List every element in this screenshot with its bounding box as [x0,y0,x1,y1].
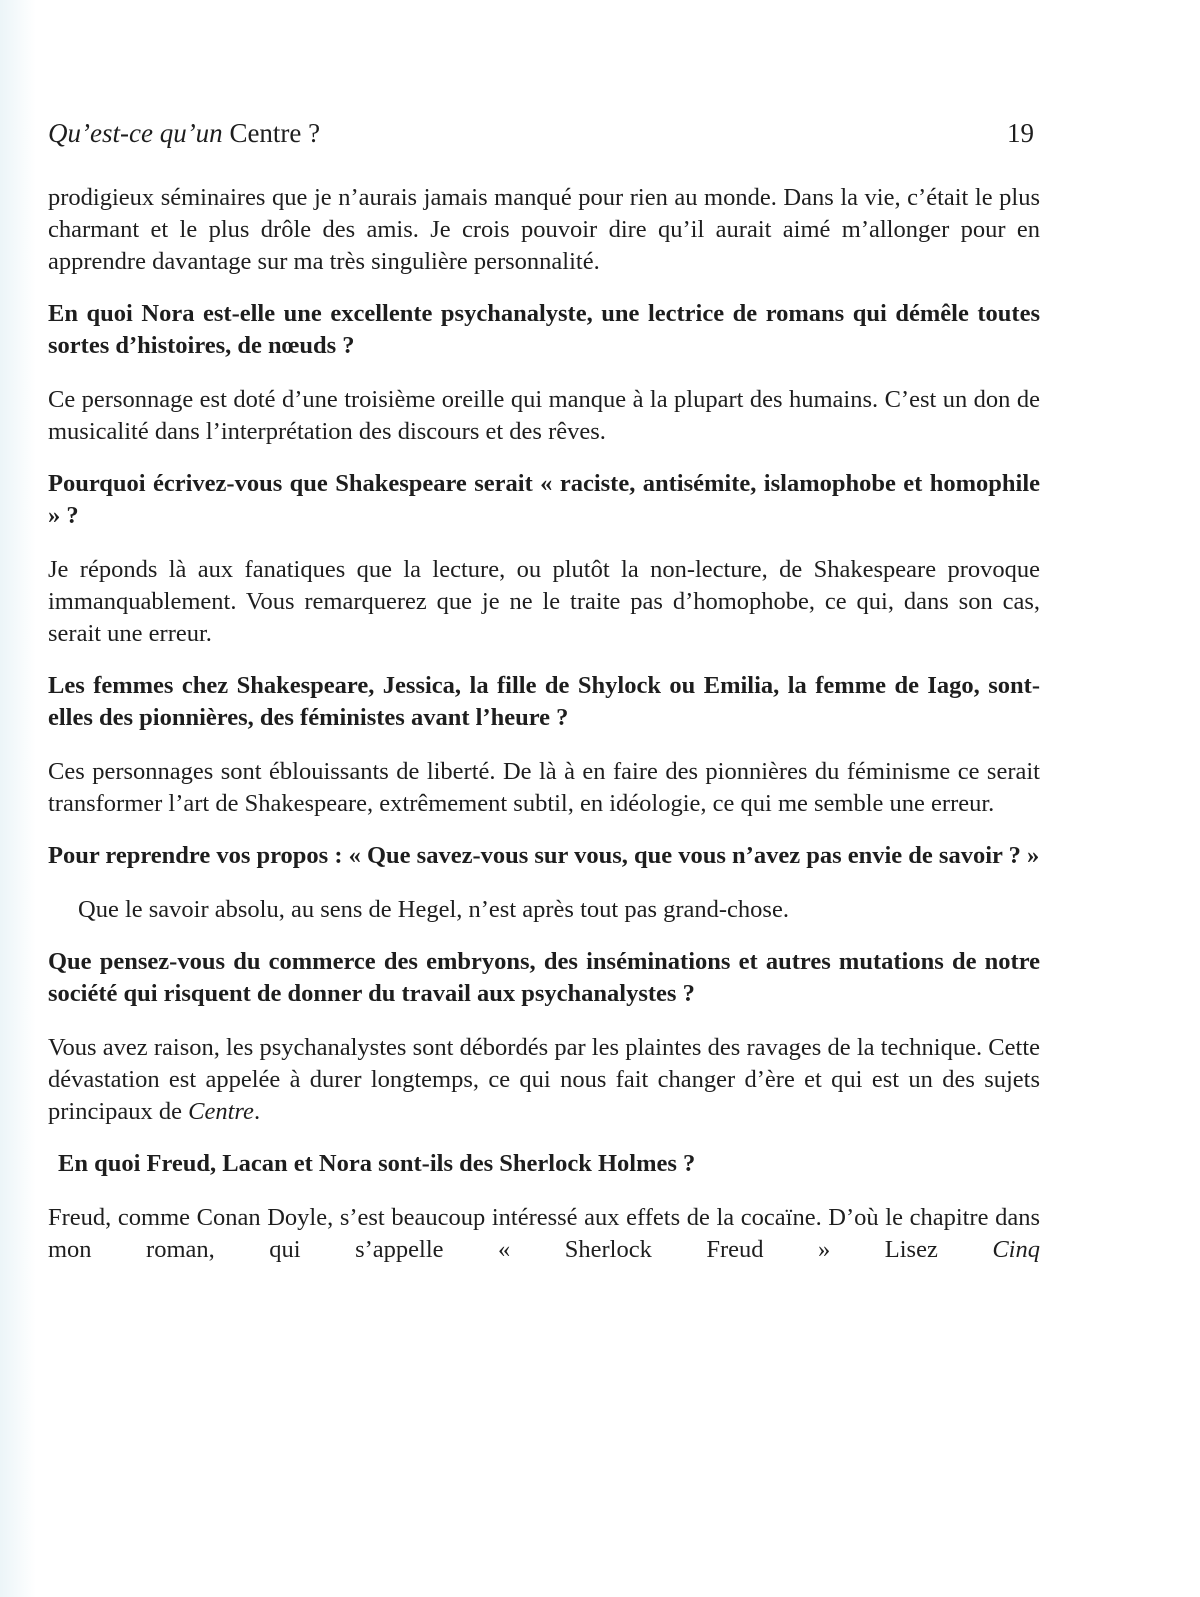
answer-2: Je réponds là aux fanatiques que la lecture, ou plutôt la non-lecture, de Shakespeare provoque immanquablement. Vous remarquerez que je ne le traite pas d’homophobe, ce qui, dans son cas, serait une erreur. [48,556,1040,647]
question-6: En quoi Freud, Lacan et Nora sont-ils des Sherlock Holmes ? [58,1150,696,1177]
answer-5-text: Vous avez raison, les psychanalystes sont débordés par les plaintes des ravages de la technique. Cette dévastation est appelée à durer longtemps, ce qui nous fait changer d’ère et qui est un des sujets principaux de [48,1034,1040,1125]
scan-edge-tint [0,0,36,1597]
answer-6-book-title: Cinq [992,1236,1040,1263]
answer-5-end: . [253,1098,261,1125]
running-head-title-roman: Centre ? [222,118,321,148]
answer-5-book-title: Centre [188,1098,254,1125]
answer-4: Que le savoir absolu, au sens de Hegel, n’est après tout pas grand-chose. [78,896,789,923]
question-3: Les femmes chez Shakespeare, Jessica, la fille de Shylock ou Emilia, la femme de Iago, sont-elles des pionnières, des féministes avant l’heure ? [48,672,1040,731]
question-2: Pourquoi écrivez-vous que Shakespeare serait « raciste, antisémite, islamophobe et homophile » ? [48,470,1040,529]
intro-paragraph: prodigieux séminaires que je n’aurais jamais manqué pour rien au monde. Dans la vie, c’était le plus charmant et le plus drôle des amis. Je crois pouvoir dire qu’il aurait aimé m’allonger pour en apprendre davantage sur ma très singulière personnalité. [48,184,1040,275]
page-number: 19 [1007,118,1034,148]
answer-5 [48,1032,1040,1128]
question-4: Pour reprendre vos propos : « Que savez-vous sur vous, que vous n’avez pas envie de savoir ? » [48,842,1040,869]
running-head-title-italic: Qu’est-ce qu’un [48,118,223,148]
answer-3: Ces personnages sont éblouissants de liberté. De là à en faire des pionnières du féminisme ce serait transformer l’art de Shakespeare, extrêmement subtil, en idéologie, ce qui me semble une erreur. [48,758,1040,817]
question-1: En quoi Nora est-elle une excellente psychanalyste, une lectrice de romans qui démêle toutes sortes d’histoires, de nœuds ? [48,300,1040,359]
book-page [48,118,1040,1266]
answer-6-text: Freud, comme Conan Doyle, s’est beaucoup intéressé aux effets de la cocaïne. D’où le chapitre dans mon roman, qui s’appelle « Sherlock Freud » Lisez [48,1204,1040,1263]
question-5: Que pensez-vous du commerce des embryons, des inséminations et autres mutations de notre société qui risquent de donner du travail aux psychanalystes ? [48,948,1040,1007]
running-head-title [48,118,320,149]
running-head [48,118,1040,162]
answer-6 [48,1202,1040,1266]
answer-1: Ce personnage est doté d’une troisième oreille qui manque à la plupart des humains. C’est un don de musicalité dans l’interprétation des discours et des rêves. [48,386,1040,445]
